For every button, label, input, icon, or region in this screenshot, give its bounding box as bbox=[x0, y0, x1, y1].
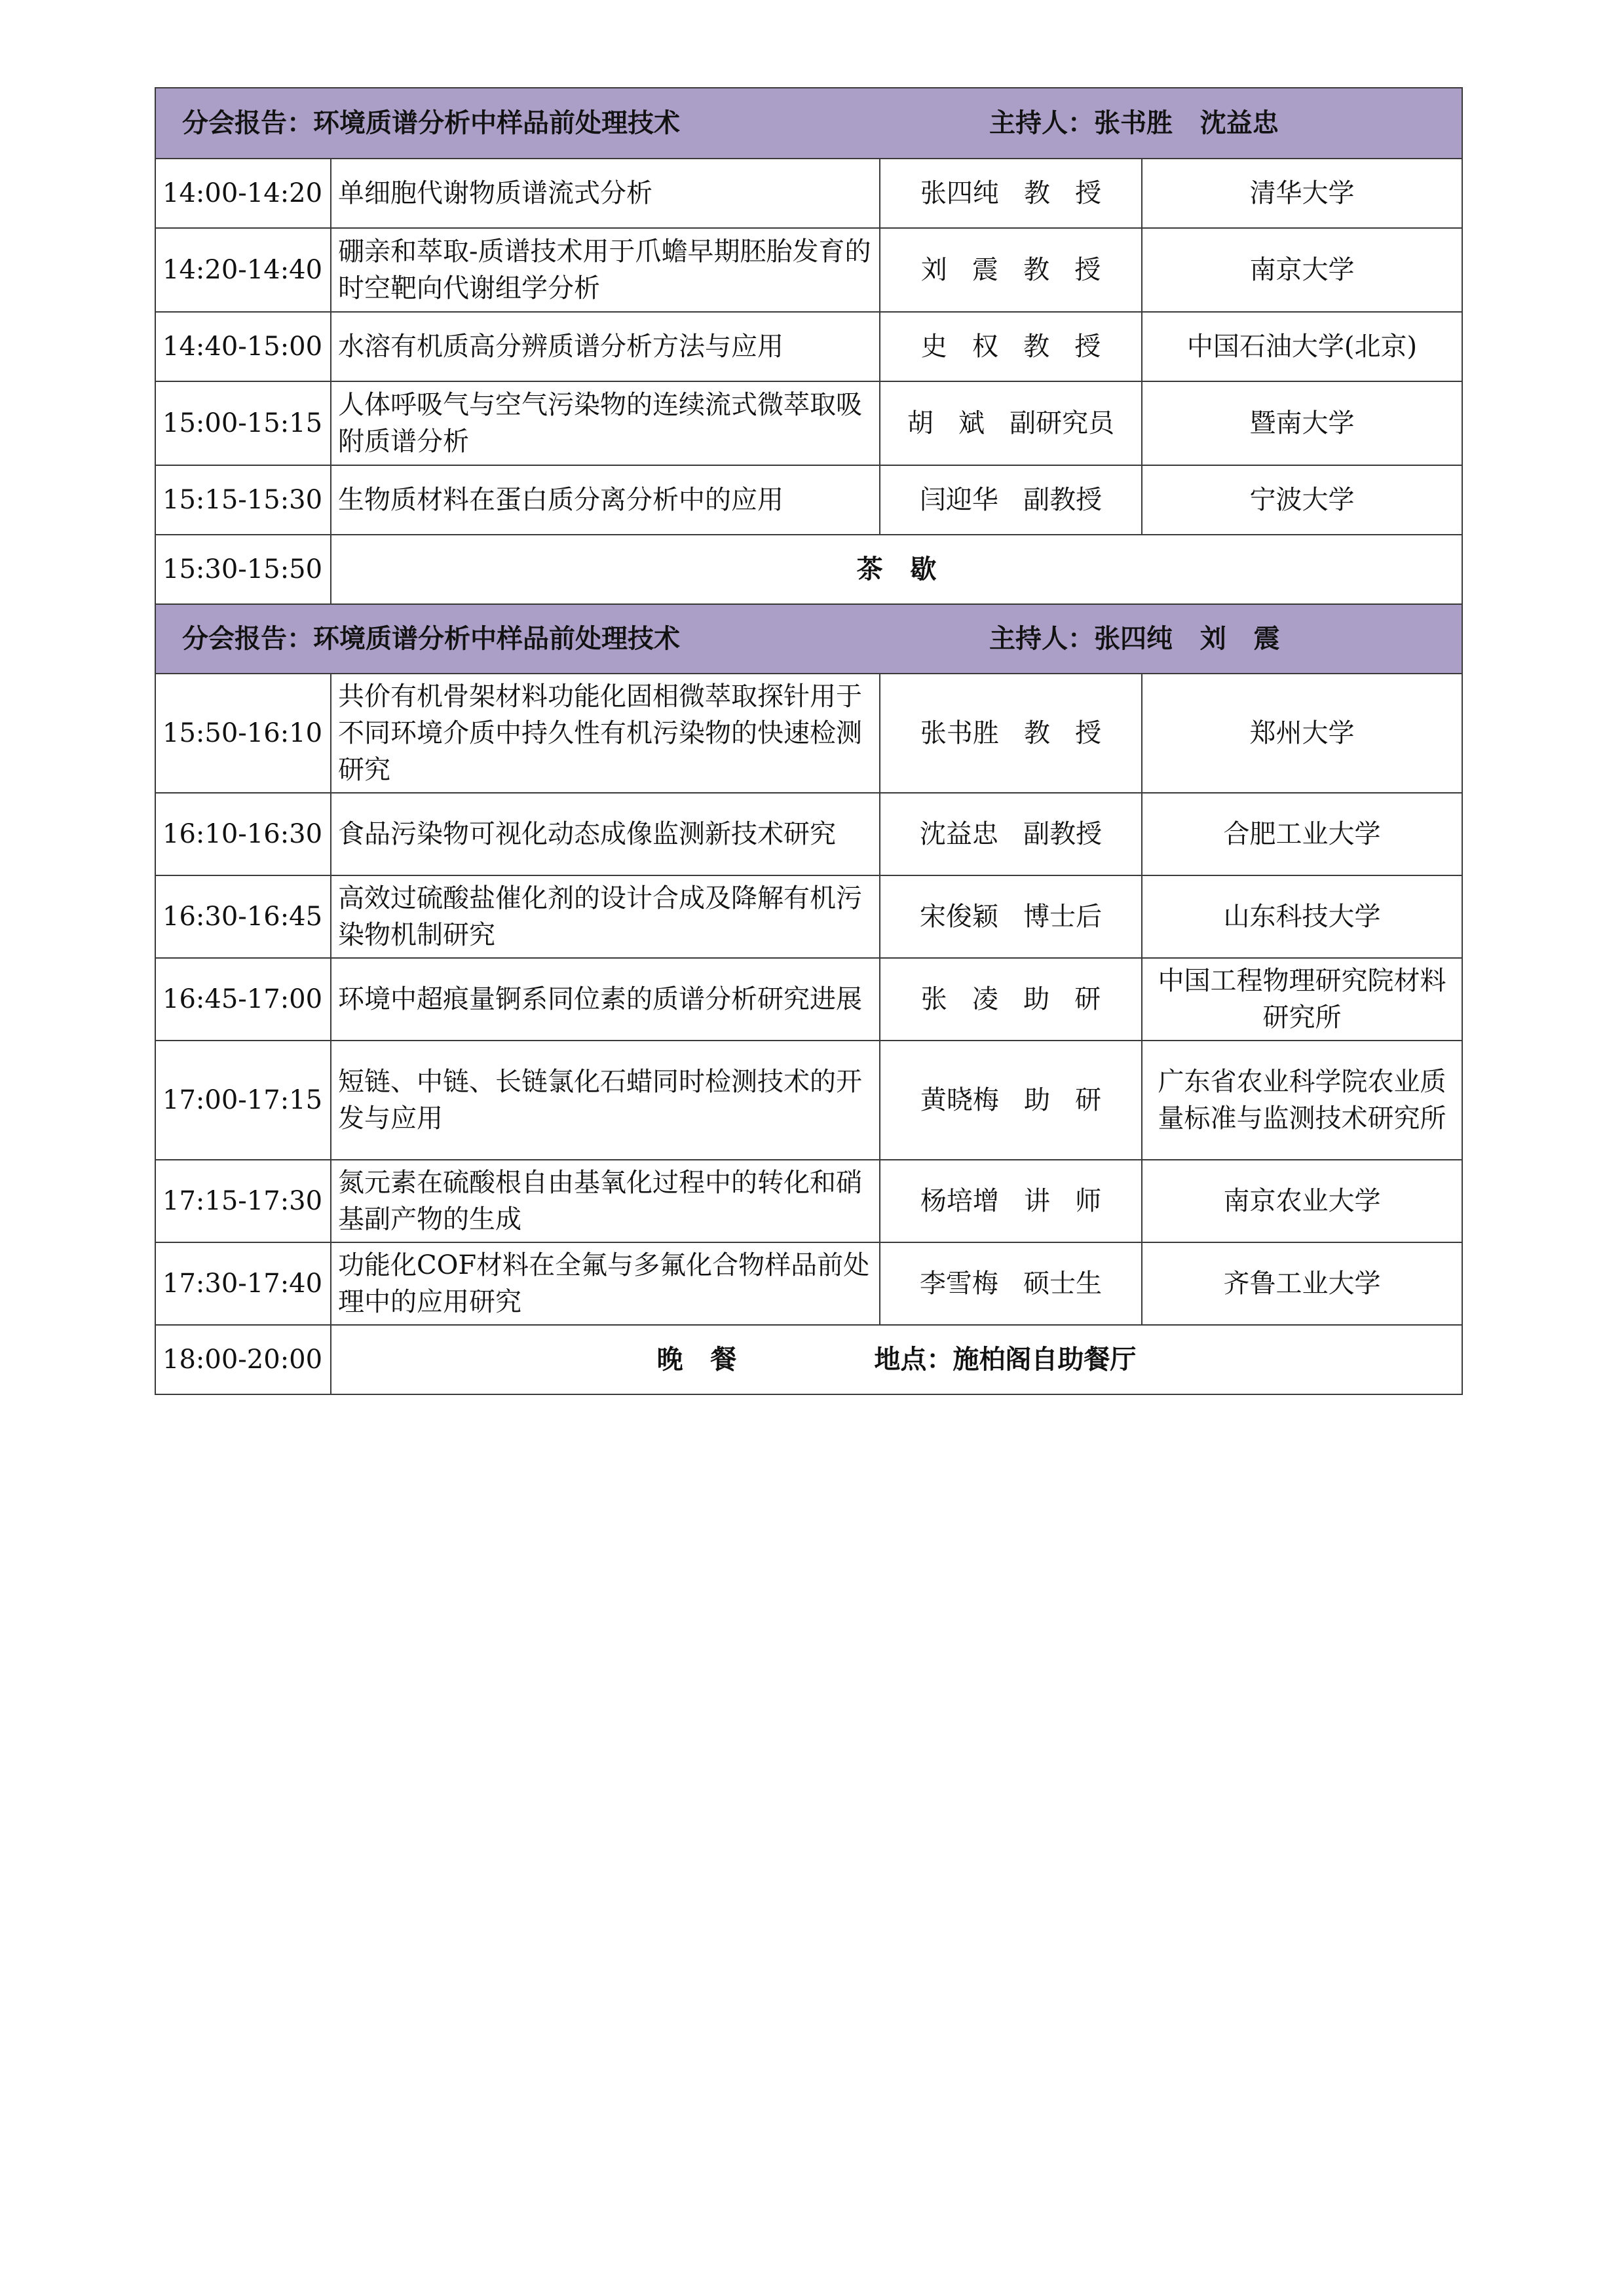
dinner-cell bbox=[331, 1325, 1462, 1394]
session-header bbox=[155, 604, 1462, 674]
time-cell: 15:30-15:50 bbox=[155, 535, 331, 604]
speaker-cell: 张四纯 教 授 bbox=[880, 159, 1142, 228]
table-row bbox=[155, 228, 1462, 312]
dinner-row bbox=[155, 1325, 1462, 1394]
time-cell: 16:10-16:30 bbox=[155, 793, 331, 875]
time-cell: 16:45-17:00 bbox=[155, 958, 331, 1041]
talk-title: 单细胞代谢物质谱流式分析 bbox=[331, 159, 880, 228]
table-row bbox=[155, 875, 1462, 958]
time-cell: 14:40-15:00 bbox=[155, 312, 331, 381]
session-title: 分会报告：环境质谱分析中样品前处理技术 bbox=[182, 623, 680, 654]
institution-cell: 暨南大学 bbox=[1142, 381, 1462, 465]
time-cell: 17:30-17:40 bbox=[155, 1242, 331, 1325]
talk-title: 共价有机骨架材料功能化固相微萃取探针用于不同环境介质中持久性有机污染物的快速检测研究 bbox=[331, 674, 880, 793]
institution-cell: 南京大学 bbox=[1142, 228, 1462, 312]
tea-break-label: 茶 歇 bbox=[331, 535, 1462, 604]
session-header-cell bbox=[155, 604, 1462, 674]
talk-title: 食品污染物可视化动态成像监测新技术研究 bbox=[331, 793, 880, 875]
session-header bbox=[155, 88, 1462, 159]
speaker-cell: 杨培增 讲 师 bbox=[880, 1160, 1142, 1242]
talk-title: 环境中超痕量锕系同位素的质谱分析研究进展 bbox=[331, 958, 880, 1041]
institution-cell: 齐鲁工业大学 bbox=[1142, 1242, 1462, 1325]
table-row bbox=[155, 312, 1462, 381]
table-row bbox=[155, 159, 1462, 228]
talk-title: 人体呼吸气与空气污染物的连续流式微萃取吸附质谱分析 bbox=[331, 381, 880, 465]
talk-title: 硼亲和萃取-质谱技术用于爪蟾早期胚胎发育的时空靶向代谢组学分析 bbox=[331, 228, 880, 312]
speaker-cell: 李雪梅 硕士生 bbox=[880, 1242, 1142, 1325]
speaker-cell: 沈益忠 副教授 bbox=[880, 793, 1142, 875]
talk-title: 氮元素在硫酸根自由基氧化过程中的转化和硝基副产物的生成 bbox=[331, 1160, 880, 1242]
time-cell: 15:00-15:15 bbox=[155, 381, 331, 465]
time-cell: 14:00-14:20 bbox=[155, 159, 331, 228]
session-title: 分会报告：环境质谱分析中样品前处理技术 bbox=[182, 107, 680, 138]
schedule-page bbox=[155, 87, 1462, 1395]
time-cell: 15:15-15:30 bbox=[155, 465, 331, 535]
speaker-cell: 胡 斌 副研究员 bbox=[880, 381, 1142, 465]
time-cell: 15:50-16:10 bbox=[155, 674, 331, 793]
speaker-cell: 史 权 教 授 bbox=[880, 312, 1142, 381]
institution-cell: 广东省农业科学院农业质量标准与监测技术研究所 bbox=[1142, 1041, 1462, 1160]
institution-cell: 南京农业大学 bbox=[1142, 1160, 1462, 1242]
speaker-cell: 张书胜 教 授 bbox=[880, 674, 1142, 793]
dinner-location: 地点：施柏阁自助餐厅 bbox=[874, 1344, 1137, 1375]
speaker-cell: 张 凌 助 研 bbox=[880, 958, 1142, 1041]
table-row bbox=[155, 1160, 1462, 1242]
institution-cell: 山东科技大学 bbox=[1142, 875, 1462, 958]
talk-title: 水溶有机质高分辨质谱分析方法与应用 bbox=[331, 312, 880, 381]
dinner-label: 晚 餐 bbox=[656, 1344, 737, 1375]
institution-cell: 宁波大学 bbox=[1142, 465, 1462, 535]
table-row bbox=[155, 958, 1462, 1041]
talk-title: 高效过硫酸盐催化剂的设计合成及降解有机污染物机制研究 bbox=[331, 875, 880, 958]
tea-break-row bbox=[155, 535, 1462, 604]
talk-title: 功能化COF材料在全氟与多氟化合物样品前处理中的应用研究 bbox=[331, 1242, 880, 1325]
time-cell: 17:00-17:15 bbox=[155, 1041, 331, 1160]
speaker-cell: 闫迎华 副教授 bbox=[880, 465, 1142, 535]
time-cell: 18:00-20:00 bbox=[155, 1325, 331, 1394]
table-row bbox=[155, 1242, 1462, 1325]
time-cell: 16:30-16:45 bbox=[155, 875, 331, 958]
speaker-cell: 宋俊颖 博士后 bbox=[880, 875, 1142, 958]
institution-cell: 清华大学 bbox=[1142, 159, 1462, 228]
speaker-cell: 黄晓梅 助 研 bbox=[880, 1041, 1142, 1160]
institution-cell: 中国石油大学(北京) bbox=[1142, 312, 1462, 381]
talk-title: 短链、中链、长链氯化石蜡同时检测技术的开发与应用 bbox=[331, 1041, 880, 1160]
session-host: 主持人：张四纯 刘 震 bbox=[989, 623, 1280, 654]
time-cell: 17:15-17:30 bbox=[155, 1160, 331, 1242]
institution-cell: 郑州大学 bbox=[1142, 674, 1462, 793]
session-header-cell bbox=[155, 88, 1462, 159]
time-cell: 14:20-14:40 bbox=[155, 228, 331, 312]
session-host: 主持人：张书胜 沈益忠 bbox=[989, 107, 1279, 138]
table-row bbox=[155, 674, 1462, 793]
institution-cell: 合肥工业大学 bbox=[1142, 793, 1462, 875]
table-row bbox=[155, 1041, 1462, 1160]
table-row bbox=[155, 465, 1462, 535]
talk-title: 生物质材料在蛋白质分离分析中的应用 bbox=[331, 465, 880, 535]
table-row bbox=[155, 793, 1462, 875]
schedule-table bbox=[155, 87, 1463, 1395]
speaker-cell: 刘 震 教 授 bbox=[880, 228, 1142, 312]
table-row bbox=[155, 381, 1462, 465]
institution-cell: 中国工程物理研究院材料研究所 bbox=[1142, 958, 1462, 1041]
